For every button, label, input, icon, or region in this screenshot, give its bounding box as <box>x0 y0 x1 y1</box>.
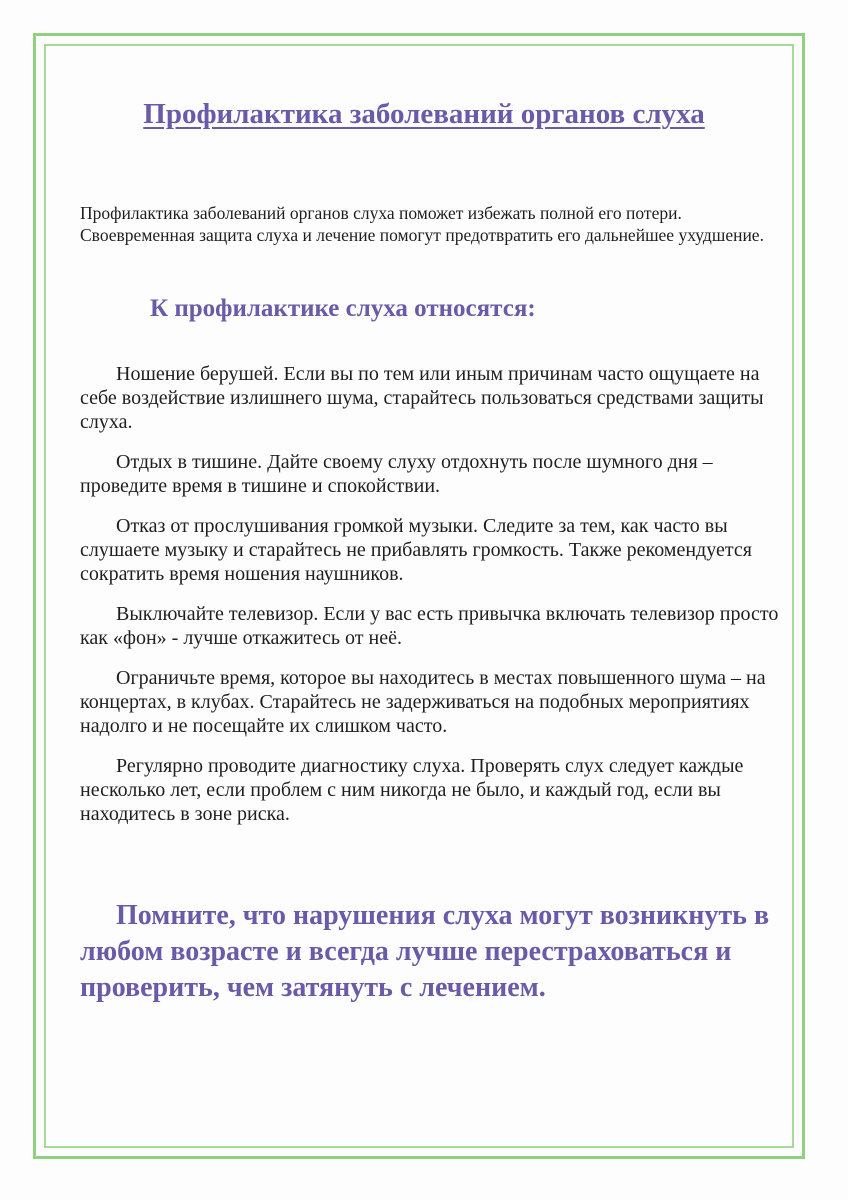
conclusion-text: Помните, что нарушения слуха могут возникнуть в любом возрасте и всегда лучше перестраховаться и проверить, чем затянуть с лечением. <box>80 900 770 1003</box>
tip-earplugs: Ношение берушей. Если вы по тем или иным причинам часто ощущаете на себе воздействие излишнего шума, старайтесь пользоваться средствами защиты слуха. <box>80 363 764 433</box>
intro-paragraph: Профилактика заболеваний органов слуха поможет избежать полной его потери. Своевременная защита слуха и лечение помогут предотвратить его дальнейшее ухудшение. <box>80 203 764 245</box>
section-heading: К профилактике слуха относятся: <box>150 295 536 322</box>
tip-silence-rest: Отдых в тишине. Дайте своему слуху отдохнуть после шумного дня – проведите время в тишине и спокойствии. <box>80 451 713 497</box>
page-title: Профилактика заболеваний органов слуха <box>143 98 705 130</box>
tip-hearing-check: Регулярно проводите диагностику слуха. Проверять слух следует каждые несколько лет, если проблем с ним никогда не было, и каждый год, если вы находитесь в зоне риска. <box>80 755 744 825</box>
tips-list <box>80 362 792 842</box>
tip-noisy-places: Ограничьте время, которое вы находитесь в местах повышенного шума – на концертах, в клубах. Старайтесь не задерживаться на подобных мероприятиях надолго и не посещайте их слишком часто. <box>80 667 766 737</box>
tip-loud-music: Отказ от прослушивания громкой музыки. Следите за тем, как часто вы слушаете музыку и старайтесь не прибавлять громкость. Также рекомендуется сократить время ношения наушников. <box>80 515 752 585</box>
tip-tv-off: Выключайте телевизор. Если у вас есть привычка включать телевизор просто как «фон» - лучше откажитесь от неё. <box>80 603 779 649</box>
